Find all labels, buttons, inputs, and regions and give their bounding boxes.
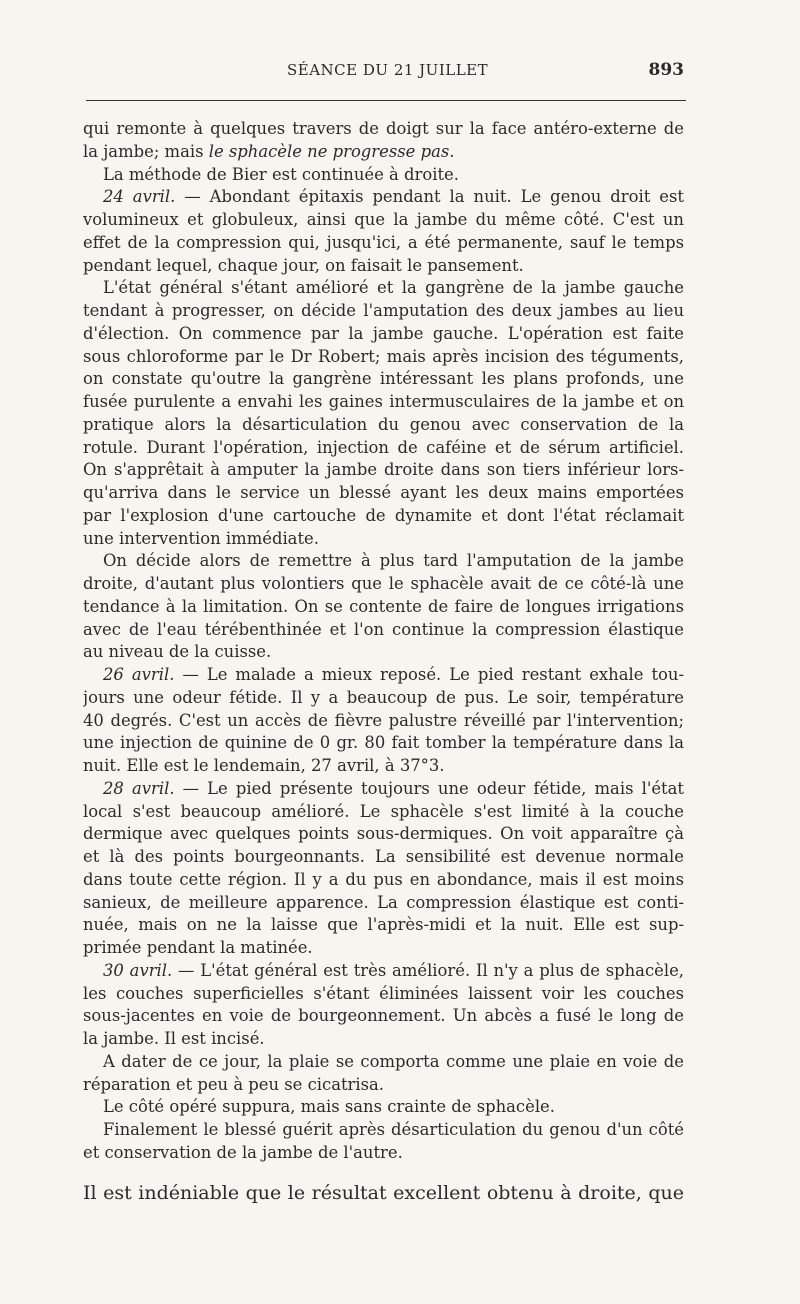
text-line: une intervention immédiate.: [83, 528, 319, 548]
text-line: [83, 141, 684, 164]
text-line: [83, 186, 684, 209]
running-title: SÉANCE DU 21 JUILLET: [287, 61, 489, 79]
text-line: rotule. Durant l'opération, injection de caféine et de sérum artificiel.: [83, 437, 684, 457]
text-line: dermique avec quelques points sous-dermiques. On voit apparaître çà: [83, 824, 684, 844]
text-line-suffix: — Abondant épitaxis pendant la nuit. Le genou droit est: [175, 187, 684, 207]
text-line: sanieux, de meilleure apparence. La compression élastique est conti-: [83, 892, 684, 912]
text-line: et là des points bourgeonnants. La sensibilité est devenue normale: [83, 847, 684, 866]
text-line: qui remonte à quelques travers de doigt sur la face antéro-externe de: [83, 119, 684, 138]
text-line: [83, 960, 684, 983]
text-line: qu'arriva dans le service un blessé ayant les deux mains emportées: [83, 483, 684, 502]
text-line: fusée purulente a envahi les gaines intermusculaires de la jambe et on: [83, 392, 684, 411]
text-line: pendant lequel, chaque jour, on faisait le pansement.: [83, 255, 524, 275]
text-line-italic: 28 avril.: [103, 778, 175, 798]
text-line-italic: 30 avril.: [103, 960, 173, 980]
text-line: volumineux et globuleux, ainsi que la jambe du même côté. C'est un: [83, 210, 684, 229]
text-line: on constate qu'outre la gangrène intéressant les plans profonds, une: [83, 369, 684, 389]
text-line: local s'est beaucoup amélioré. Le sphacèle s'est limité à la couche: [83, 801, 684, 821]
text-line: [83, 778, 684, 801]
text-line: par l'explosion d'une cartouche de dynamite et dont l'état réclamait: [83, 505, 684, 525]
text-line: La méthode de Bier est continuée à droite.: [103, 164, 459, 184]
text-line: pratique alors la désarticulation du genou avec conservation de la: [83, 414, 684, 434]
text-line: Finalement le blessé guérit après désarticulation du genou d'un côté: [103, 1120, 684, 1139]
text-line: effet de la compression qui, jusqu'ici, a été permanente, sauf le temps: [83, 232, 684, 252]
text-line: primée pendant la matinée.: [83, 938, 313, 957]
text-line: réparation et peu à peu se cicatrisa.: [83, 1074, 385, 1094]
text-line: dans toute cette région. Il y a du pus en abondance, mais il est moins: [83, 869, 684, 889]
text-line: la jambe. Il est incisé.: [83, 1029, 265, 1048]
text-line: On s'apprêtait à amputer la jambe droite dans son tiers inférieur lors-: [83, 460, 684, 480]
text-line: [83, 664, 684, 687]
body-text: [83, 118, 684, 1165]
text-line-suffix: — Le pied présente toujours une odeur fétide, mais l'état: [174, 778, 684, 798]
text-line: une injection de quinine de 0 gr. 80 fait tomber la température dans la: [83, 733, 684, 753]
text-line-italic: 24 avril.: [103, 187, 176, 207]
text-line: Le côté opéré suppura, mais sans crainte de sphacèle.: [103, 1097, 555, 1117]
text-line: nuit. Elle est le lendemain, 27 avril, à 37°3.: [83, 756, 445, 775]
running-head: [82, 58, 684, 90]
text-line: les couches superficielles s'étant éliminées laissent voir les couches: [83, 983, 684, 1003]
text-line: au niveau de la cuisse.: [83, 642, 272, 662]
text-line: tendant à progresser, on décide l'amputation des deux jambes au lieu: [83, 301, 684, 320]
text-line: 40 degrés. C'est un accès de fièvre palustre réveillé par l'intervention;: [83, 710, 684, 730]
text-line-suffix: — L'état général est très amélioré. Il n'y a plus de sphacèle,: [172, 960, 684, 980]
text-line: sous chloroforme par le Dr Robert; mais après incision des téguments,: [83, 346, 684, 366]
text-line: sous-jacentes en voie de bourgeonnement. Un abcès a fusé le long de: [83, 1006, 684, 1026]
text-line: L'état général s'étant amélioré et la gangrène de la jambe gauche: [103, 278, 684, 298]
text-line: droite, d'autant plus volontiers que le sphacèle avait de ce côté-là une: [83, 574, 684, 593]
text-line: et conservation de la jambe de l'autre.: [83, 1142, 403, 1162]
text-line-italic: 26 avril.: [103, 665, 175, 684]
text-line: nuée, mais on ne la laisse que l'après-midi et la nuit. Elle est sup-: [83, 915, 684, 935]
text-line: jours une odeur fétide. Il y a beaucoup de pus. Le soir, température: [83, 687, 684, 707]
text-line: On décide alors de remettre à plus tard l'amputation de la jambe: [103, 551, 684, 571]
text-line-suffix: — Le malade a mieux reposé. Le pied restant exhale tou-: [174, 665, 684, 684]
text-line: avec de l'eau térébenthinée et l'on continue la compression élastique: [83, 619, 684, 639]
text-line: d'élection. On commence par la jambe gauche. L'opération est faite: [83, 323, 684, 343]
header-rule: [86, 100, 686, 101]
text-line: A dater de ce jour, la plaie se comporta comme une plaie en voie de: [103, 1051, 684, 1071]
text-line-prefix: la jambe; mais: [83, 141, 209, 161]
text-line: tendance à la limitation. On se contente de faire de longues irrigations: [83, 596, 684, 616]
text-line-italic: le sphacèle ne progresse pas.: [208, 141, 455, 161]
page-number: 893: [648, 60, 684, 80]
closing-paragraph: Il est indéniable que le résultat excellent obtenu à droite, que: [83, 1182, 684, 1204]
